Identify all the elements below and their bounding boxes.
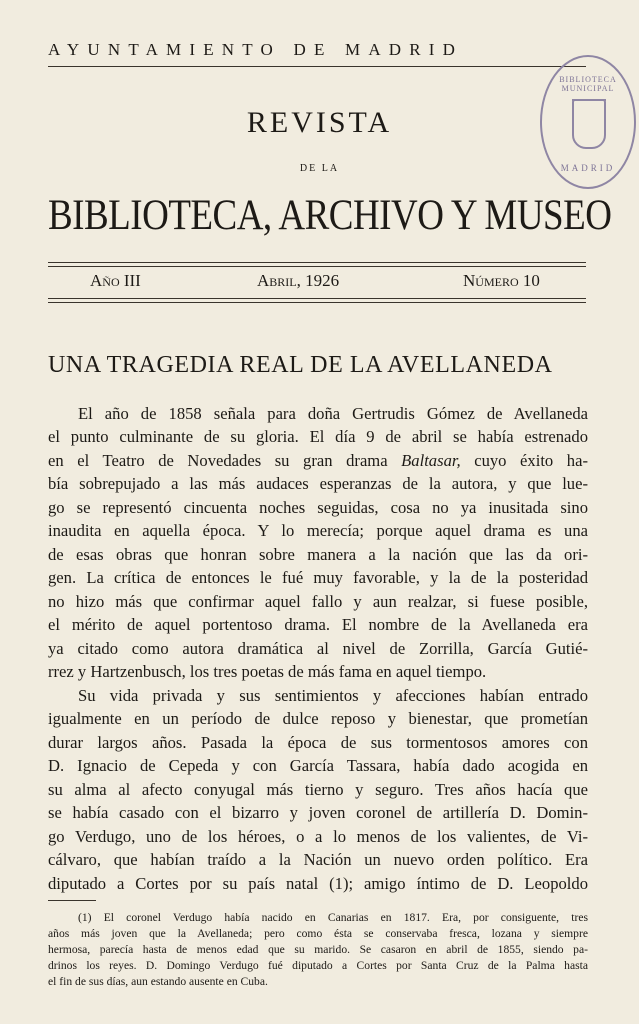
article-line: en el Teatro de Novedades su gran drama Baltasar, cuyo éxito ha- <box>48 451 588 470</box>
footnote-line: el fin de sus días, aun estando ausente en Cuba. <box>48 975 268 988</box>
issue-rule-bottom <box>48 298 586 299</box>
institution-heading: AYUNTAMIENTO DE MADRID <box>48 40 464 59</box>
footnote-line: hermosa, parecía hasta de menos edad que su marido. Se casaron en abril de 1855, siendo pa- <box>48 943 588 956</box>
article-line: El año de 1858 señala para doña Gertrudis Gómez de Avellaneda <box>78 404 588 423</box>
footnote-line: drinos los reyes. D. Domingo Verdugo fué diputado a Cortes por Santa Cruz de la Palma hasta <box>48 959 588 972</box>
article-line: se había casado con el bizarro y joven coronel de artillería D. Domin- <box>48 803 588 822</box>
article-line: ya citado como autora dramática al nivel de Zorrilla, García Gutié- <box>48 639 588 658</box>
article-line: durar largos años. Pasada la época de sus tormentosos amores con <box>48 733 588 752</box>
issue-year: Año III <box>90 271 141 290</box>
journal-revista: REVISTA <box>246 106 393 139</box>
article-line: diputado a Cortes por su país natal (1); amigo íntimo de D. Leopoldo <box>48 874 588 893</box>
footnote-line: (1) El coronel Verdugo había nacido en Canarias en 1817. Era, por consiguente, tres <box>78 911 588 924</box>
article-line: el punto culminante de su gloria. El día 9 de abril se había estrenado <box>48 427 588 446</box>
article-line: D. Ignacio de Cepeda y con García Tassara, había dado acogida en <box>48 756 588 775</box>
issue-rule-top-2 <box>48 266 586 267</box>
article-line: su alma al afecto conyugal más tierno y seguro. Tres años hacía que <box>48 780 588 799</box>
article-line: igualmente en un período de dulce reposo y bienestar, que prometían <box>48 709 588 728</box>
header-rule <box>48 66 586 67</box>
article-line: bía sobrepujado a las más audaces esperanzas de la autora, y que lue- <box>48 474 588 493</box>
article-line: gen. La crítica de entonces le fué muy favorable, y la de la posteridad <box>48 568 588 587</box>
issue-rule-top <box>48 262 586 263</box>
footnote-rule <box>48 900 96 901</box>
article-line: go Verdugo, uno de los héroes, o a lo menos de los valientes, de Vi- <box>48 827 588 846</box>
article-line: cálvaro, que habían traído a la Nación un nuevo orden político. Era <box>48 850 588 869</box>
article-line: de esas obras que honran sobre manera a la nación que las da ori- <box>48 545 588 564</box>
issue-rule-bottom-2 <box>48 302 586 303</box>
journal-de-la: DE LA <box>299 163 340 174</box>
article-line: rrez y Hartzenbusch, los tres poetas de más fama en aquel tiempo. <box>48 662 487 681</box>
issue-number: Número 10 <box>463 271 540 290</box>
article-line: el mérito de aquel portentoso drama. El nombre de la Avellaneda era <box>48 615 588 634</box>
article-line: go se representó cincuenta noches seguidas, cosa no ya inusitada sino <box>48 498 588 517</box>
stamp-bottom-text: MADRID <box>560 163 616 173</box>
drama-title: Baltasar, <box>401 451 461 470</box>
journal-main-title: BIBLIOTECA, ARCHIVO Y MUSEO <box>48 191 612 240</box>
article-line: no hizo más que confirmar aquel fallo y aun realzar, si fuese posible, <box>48 592 588 611</box>
issue-date: Abril, 1926 <box>257 271 340 290</box>
footnote-line: años más joven que la Avellaneda; pero como ésta se conservaba fresca, lozana y siempre <box>48 927 588 940</box>
article-line: inaudita en aquella época. Y lo merecía; porque aquel drama es una <box>48 521 588 540</box>
article-line: Su vida privada y sus sentimientos y afecciones habían entrado <box>78 686 588 705</box>
stamp-top-text: BIBLIOTECA MUNICIPAL <box>559 75 617 93</box>
article-title: UNA TRAGEDIA REAL DE LA AVELLANEDA <box>48 352 553 378</box>
